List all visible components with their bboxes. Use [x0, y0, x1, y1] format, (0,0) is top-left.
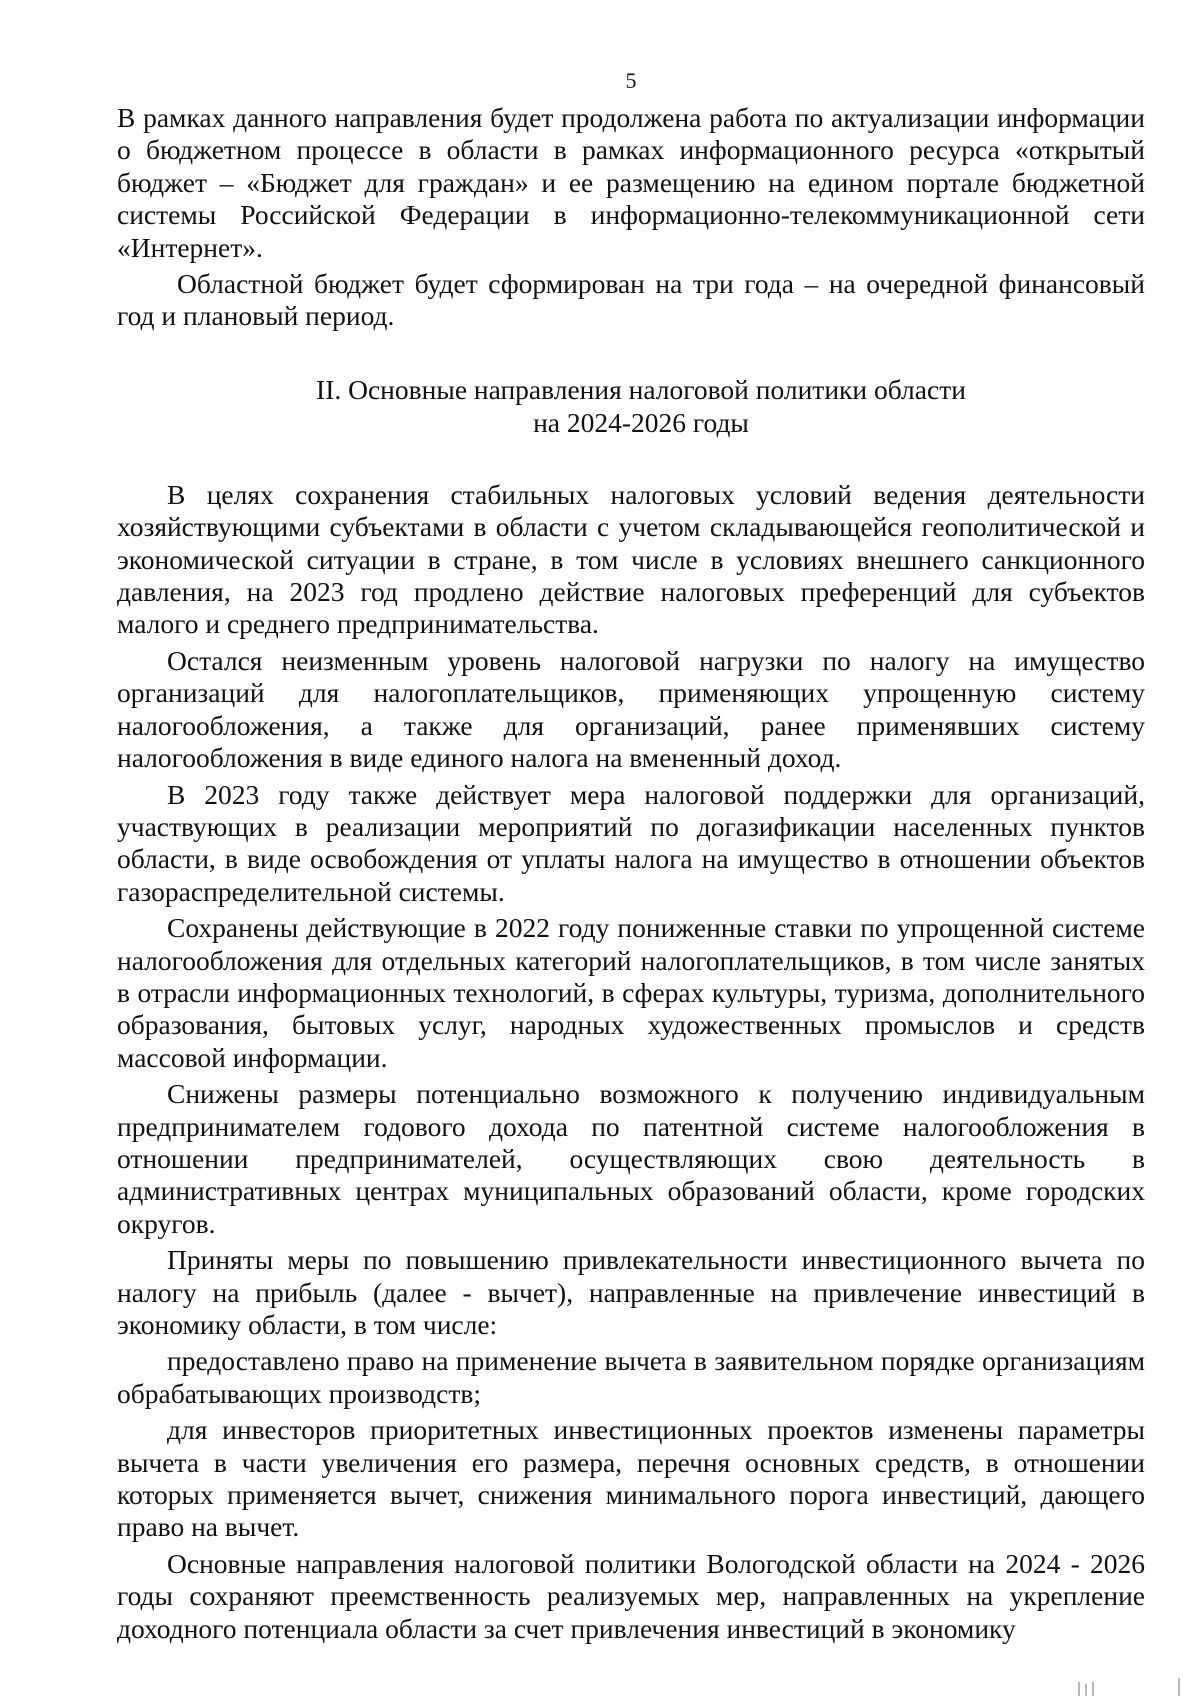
- intro-paragraph-2: Областной бюджет будет сформирован на три года – на очередной финансовый год и плановый период.: [117, 268, 1145, 332]
- body-paragraph-6: Приняты меры по повышению привлекательности инвестиционного вычета по налогу на прибыль (далее - вычет), направленные на привлечение инвестиций в экономику области, в том числе:: [117, 1244, 1145, 1340]
- scan-artifact-mark: [1092, 1682, 1094, 1696]
- body-paragraph-3: В 2023 году также действует мера налоговой поддержки для организаций, участвующих в реализации мероприятий по догазификации населенных пунктов области, в виде освобождения от уплаты налога на имущество в отношении объектов газораспределительной системы.: [117, 778, 1145, 907]
- body-paragraph-7: предоставлено право на применение вычета в заявительном порядке организациям обрабатывающих производств;: [117, 1345, 1145, 1409]
- body-paragraph-2: Остался неизменным уровень налоговой нагрузки по налогу на имущество организаций для налогоплательщиков, применяющих упрощенную систему налогообложения, а также для организаций, ранее применявших систему налогообложения в виде единого налога на вмененный доход.: [117, 644, 1145, 774]
- body-paragraph-4: Сохранены действующие в 2022 году пониженные ставки по упрощенной системе налогообложения для отдельных категорий налогоплательщиков, в том числе занятых в отрасли информационных технологий, в сферах культуры, туризма, дополнительного образования, бытовых услуг, народных художественных промыслов и средств массовой информации.: [117, 912, 1145, 1073]
- document-body: [117, 102, 1145, 1645]
- body-paragraph-8: для инвесторов приоритетных инвестиционных проектов изменены параметры вычета в части увеличения его размера, перечня основных средств, в отношении которых применяется вычет, снижения минимального порога инвестиций, дающего право на вычет.: [117, 1414, 1145, 1543]
- section-heading-line-1: II. Основные направления налоговой политики области: [316, 373, 966, 405]
- section-heading-line-2: на 2024-2026 годы: [533, 406, 749, 438]
- scan-artifact-mark: [1178, 1678, 1180, 1696]
- body-paragraph-1: В целях сохранения стабильных налоговых условий ведения деятельности хозяйствующими субъектами в области с учетом складывающейся геополитической и экономической ситуации в стране, в том числе в условиях внешнего санкционного давления, на 2023 год продлено действие налоговых преференций для субъектов малого и среднего предпринимательства.: [117, 478, 1145, 640]
- section-heading: [117, 373, 1145, 439]
- scan-artifact-mark: [1085, 1684, 1087, 1696]
- body-paragraph-9: Основные направления налоговой политики Вологодской области на 2024 - 2026 годы сохраняют преемственность реализуемых мер, направленных на укрепление доходного потенциала области за счет привлечения инвестиций в экономику: [117, 1547, 1145, 1644]
- page-number: 5: [625, 68, 637, 93]
- body-paragraph-5: Снижены размеры потенциально возможного к получению индивидуальным предпринимателем годового дохода по патентной системе налогообложения в отношении предпринимателей, осуществляющих свою деятельность в административных центрах муниципальных образований области, кроме городских округов.: [117, 1078, 1145, 1239]
- intro-paragraph-1: В рамках данного направления будет продолжена работа по актуализации информации о бюджетном процессе в области в рамках информационного ресурса «открытый бюджет – «Бюджет для граждан» и ее размещению на едином портале бюджетной системы Российской Федерации в информационно-телекоммуникационной сети «Интернет».: [117, 102, 1145, 263]
- scan-artifact-mark: [1078, 1682, 1080, 1696]
